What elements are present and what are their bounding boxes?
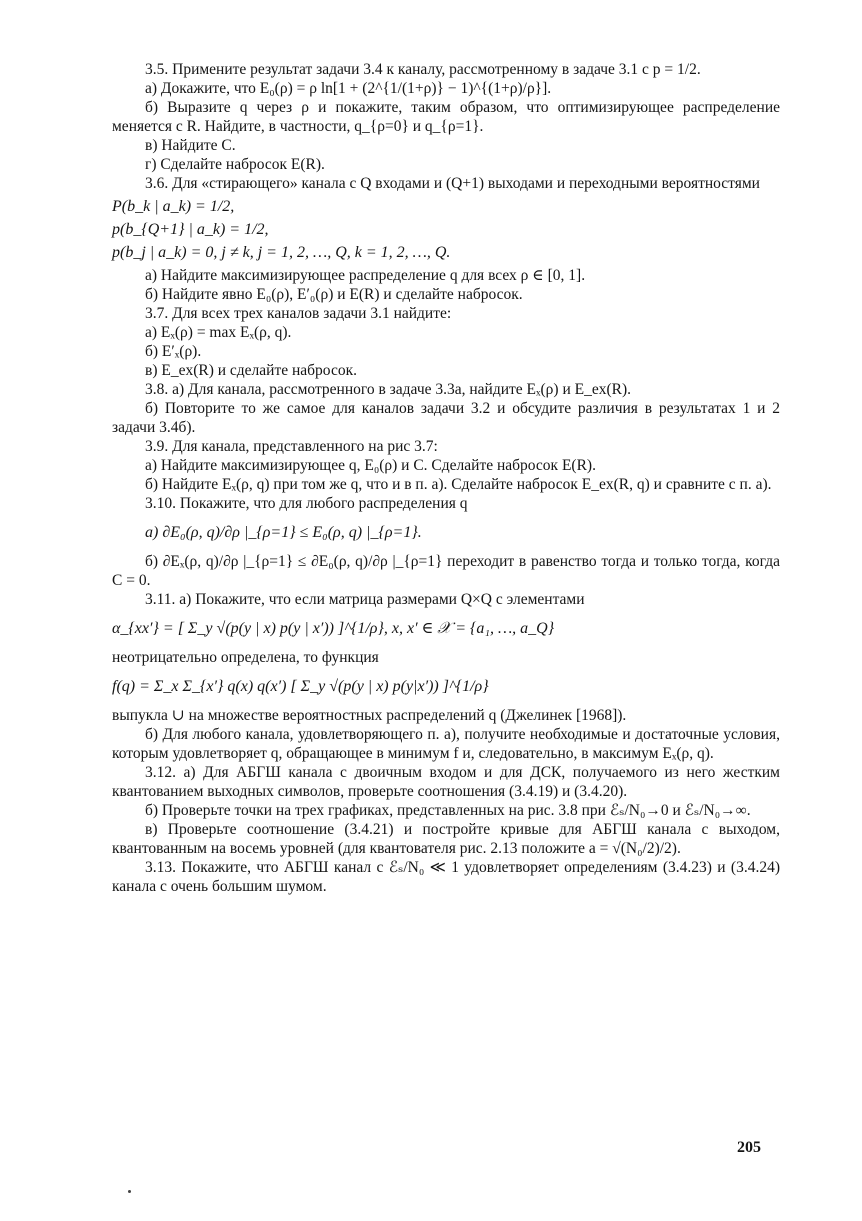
- formula-alpha-matrix: α_{xx′} = [ Σ_y √(p(y | x) p(y | x′)) ]^{1/ρ}, x, x′ ∈ 𝒳 = {a₁, …, a_Q}: [112, 620, 555, 637]
- problem-3-13: 3.13. Покажите, что АБГШ канал с ℰₛ/N₀ ≪ 1 удовлетворяет определениям (3.4.23) и (3.4.24) канала с очень большим шумом.: [112, 859, 780, 895]
- problem-3-12-b: б) Проверьте точки на трех графиках, представленных на рис. 3.8 при ℰₛ/N₀→0 и ℰₛ/N₀→∞.: [145, 802, 751, 819]
- problem-3-5: 3.5. Примените результат задачи 3.4 к каналу, рассмотренному в задаче 3.1 с p = 1/2.: [145, 61, 701, 78]
- formula-erasure-2: p(b_{Q+1} | a_k) = 1/2,: [112, 221, 269, 238]
- text-nonneg-definite: неотрицательно определена, то функция: [112, 649, 379, 666]
- formula-3-10-a: а) ∂E₀(ρ, q)/∂ρ |_{ρ=1} ≤ E₀(ρ, q) |_{ρ=1}.: [145, 524, 422, 541]
- problem-3-5-c: в) Найдите C.: [145, 137, 236, 154]
- page-body: [112, 60, 780, 896]
- text-convex: выпукла ∪ на множестве вероятностных распределений q (Джелинек [1968]).: [112, 707, 627, 724]
- problem-3-11: 3.11. а) Покажите, что если матрица размерами Q×Q с элементами: [145, 591, 585, 608]
- problem-3-7-a: а) Eₓ(ρ) = max Eₓ(ρ, q).: [145, 324, 292, 341]
- problem-3-7-c: в) E_ex(R) и сделайте набросок.: [145, 362, 357, 379]
- problem-3-6: 3.6. Для «стирающего» канала с Q входами и (Q+1) выходами и переходными вероятностями: [145, 175, 760, 192]
- problem-3-8-a: 3.8. а) Для канала, рассмотренного в задаче 3.3а, найдите Eₓ(ρ) и E_ex(R).: [145, 381, 632, 398]
- problem-3-11-b: б) Для любого канала, удовлетворяющего п. а), получите необходимые и достаточные условия, которым удовлетворяет q, обращающее в минимум f и, следовательно, в максимум Eₓ(ρ, q).: [112, 726, 780, 762]
- problem-3-7: 3.7. Для всех трех каналов задачи 3.1 найдите:: [145, 305, 452, 322]
- problem-3-8-b: б) Повторите то же самое для каналов задачи 3.2 и обсудите различия в результатах 1 и 2 задачи 3.4б).: [112, 400, 780, 436]
- formula-erasure-3: p(b_j | a_k) = 0, j ≠ k, j = 1, 2, …, Q, k = 1, 2, …, Q.: [112, 244, 451, 261]
- problem-3-7-b: б) E′ₓ(ρ).: [145, 343, 202, 360]
- page-number: 205: [737, 1139, 761, 1156]
- speck: [128, 1190, 131, 1193]
- problem-3-10: 3.10. Покажите, что для любого распределения q: [145, 495, 468, 512]
- formula-erasure-1: P(b_k | a_k) = 1/2,: [112, 198, 235, 215]
- problem-3-6-a: а) Найдите максимизирующее распределение q для всех ρ ∈ [0, 1].: [145, 267, 586, 284]
- problem-3-5-a: а) Докажите, что E₀(ρ) = ρ ln[1 + (2^{1/(1+ρ)} − 1)^{(1+ρ)/ρ}].: [145, 80, 552, 97]
- problem-3-12-c: в) Проверьте соотношение (3.4.21) и постройте кривые для АБГШ канала с выходом, квантованным на восемь уровней (для квантователя рис. 2.13 положите a = √(N₀/2)/2).: [112, 821, 780, 857]
- problem-3-6-b: б) Найдите явно E₀(ρ), E′₀(ρ) и E(R) и сделайте набросок.: [145, 286, 523, 303]
- problem-3-9-a: а) Найдите максимизирующее q, E₀(ρ) и C. Сделайте набросок E(R).: [145, 457, 596, 474]
- problem-3-12-a: 3.12. а) Для АБГШ канала с двоичным входом и для ДСК, получаемого из него жестким квантованием выходных символов, проверьте соотношения (3.4.19) и (3.4.20).: [112, 764, 780, 800]
- problem-3-10-b: б) ∂Eₓ(ρ, q)/∂ρ |_{ρ=1} ≤ ∂E₀(ρ, q)/∂ρ |_{ρ=1} переходит в равенство тогда и только тогда, когда C = 0.: [112, 553, 780, 589]
- formula-f-q: f(q) = Σ_x Σ_{x′} q(x) q(x′) [ Σ_y √(p(y | x) p(y|x′)) ]^{1/ρ}: [112, 678, 489, 695]
- problem-3-9: 3.9. Для канала, представленного на рис 3.7:: [145, 438, 438, 455]
- problem-3-5-b: б) Выразите q через ρ и покажите, таким образом, что оптимизирующее распределение меняется с R. Найдите, в частности, q_{ρ=0} и q_{ρ=1}.: [112, 99, 780, 135]
- problem-3-5-d: г) Сделайте набросок E(R).: [145, 156, 325, 173]
- problem-3-9-b: б) Найдите Eₓ(ρ, q) при том же q, что и в п. а). Сделайте набросок E_ex(R, q) и сравните с п. а).: [145, 476, 772, 493]
